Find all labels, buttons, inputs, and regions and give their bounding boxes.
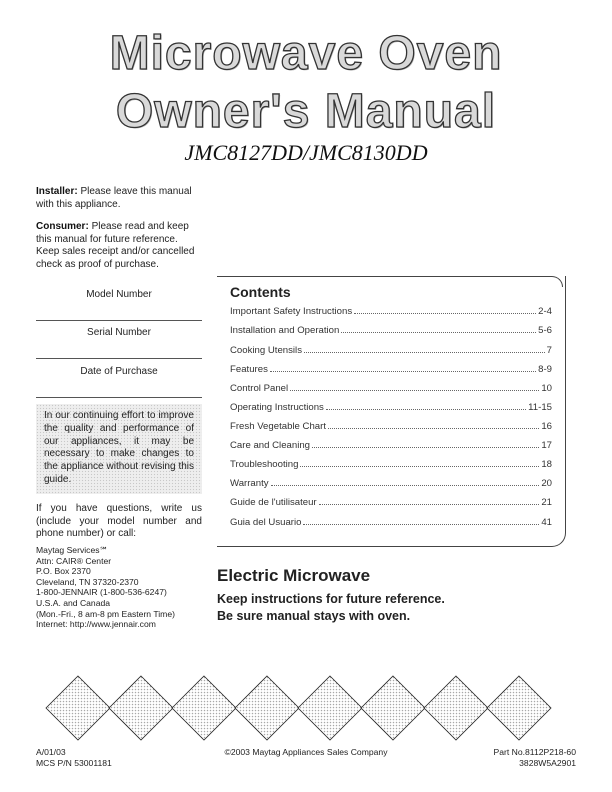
contact-line: Internet: http://www.jennair.com — [36, 619, 156, 630]
toc-item-page: 21 — [541, 497, 552, 508]
installer-note — [36, 186, 202, 211]
toc-item-page: 16 — [541, 421, 552, 432]
toc-leader — [341, 332, 536, 333]
toc-item-page: 10 — [541, 383, 552, 394]
toc-item-page: 5-6 — [538, 325, 552, 336]
toc-item[interactable] — [230, 421, 552, 432]
toc-item-label: Cooking Utensils — [230, 345, 302, 356]
title-line-1: Microwave Oven — [109, 27, 503, 80]
toc-item-label: Installation and Operation — [230, 325, 340, 336]
contact-line: Cleveland, TN 37320-2370 — [36, 576, 139, 587]
model-number-line[interactable] — [36, 320, 202, 321]
diamond-shape — [424, 676, 488, 740]
toc-item-label: Care and Cleaning — [230, 440, 311, 451]
toc-item-label: Troubleshooting — [230, 459, 299, 470]
toc-leader — [312, 447, 539, 448]
toc-item-label: Guia del Usuario — [230, 517, 302, 528]
installer-text: Please leave this manual with this appliance. — [36, 186, 192, 210]
toc-leader — [319, 504, 540, 505]
contact-line: 1-800-JENNAIR (1-800-536-6247) — [36, 587, 167, 598]
toc-item-label: Features — [230, 364, 268, 375]
toc-leader — [328, 428, 539, 429]
toc-item-label: Important Safety Instructions — [230, 306, 353, 317]
toc-item[interactable] — [230, 325, 552, 336]
toc-item-page: 7 — [546, 345, 552, 356]
notice-box — [36, 404, 202, 494]
footer-mcs-part: MCS P/N 53001181 — [36, 758, 112, 768]
toc-item-page: 18 — [541, 459, 552, 470]
contact-address — [36, 545, 211, 630]
model-number-label: Model Number — [86, 289, 152, 300]
toc-leader — [304, 352, 545, 353]
footer-date: A/01/03 — [36, 747, 66, 757]
contact-line: Attn: CAIR® Center — [36, 555, 112, 566]
serial-number-line[interactable] — [36, 358, 202, 359]
toc-item[interactable] — [230, 345, 552, 356]
contents-heading: Contents — [230, 284, 291, 300]
keep-line-2: Be sure manual stays with oven. — [217, 609, 411, 623]
toc-item-page: 11-15 — [528, 402, 552, 413]
toc-item[interactable] — [230, 402, 552, 413]
toc-item[interactable] — [230, 459, 552, 470]
toc-leader — [326, 409, 526, 410]
diamond-pattern — [44, 670, 584, 750]
contact-line: P.O. Box 2370 — [36, 566, 91, 577]
title-line-2: Owner's Manual — [115, 85, 497, 138]
model-numbers: JMC8127DD/JMC8130DD — [184, 140, 428, 165]
date-of-purchase-label: Date of Purchase — [80, 366, 158, 377]
toc-leader — [270, 371, 536, 372]
toc-item-page: 2-4 — [538, 306, 552, 317]
consumer-text: Please read and keep this manual for future reference. Keep sales receipt and/or cancelled check as proof of purchase. — [36, 221, 195, 270]
toc-item[interactable] — [230, 306, 552, 317]
diamond-shape — [298, 676, 362, 740]
footer-copyright: ©2003 Maytag Appliances Sales Company — [224, 747, 388, 757]
toc-item[interactable] — [230, 478, 552, 489]
toc-leader — [303, 524, 539, 525]
questions-text: If you have questions, write us (include your model number and phone number) or call: — [36, 503, 202, 539]
toc-item[interactable] — [230, 383, 552, 394]
toc-leader — [300, 466, 539, 467]
keep-instructions — [217, 591, 445, 625]
toc-leader — [271, 485, 540, 486]
toc-item-label: Control Panel — [230, 383, 289, 394]
date-of-purchase-line[interactable] — [36, 397, 202, 398]
diamond-shape — [235, 676, 299, 740]
toc-item-page: 41 — [541, 517, 552, 528]
consumer-label: Consumer: — [36, 221, 89, 232]
contact-line: U.S.A. and Canada — [36, 597, 111, 608]
diamond-shape — [172, 676, 236, 740]
diamond-shape — [487, 676, 551, 740]
toc-item-page: 20 — [541, 478, 552, 489]
toc-item[interactable] — [230, 440, 552, 451]
contact-line: (Mon.-Fri., 8 am-8 pm Eastern Time) — [36, 608, 175, 619]
toc-item-page: 17 — [541, 440, 552, 451]
toc-item-label: Guide de l'utilisateur — [230, 497, 317, 508]
footer-code: 3828W5A2901 — [519, 758, 576, 768]
notice-text: In our continuing effort to improve the quality and performance of our appliances, it may be necessary to make changes to the appliance without revising this guide. — [44, 410, 194, 485]
installer-label: Installer: — [36, 186, 78, 197]
toc-item-label: Warranty — [230, 478, 269, 489]
toc-leader — [290, 390, 539, 391]
product-type-heading: Electric Microwave — [217, 566, 371, 585]
diamond-shape — [361, 676, 425, 740]
footer-part-number: Part No.8112P218-60 — [493, 747, 576, 757]
toc-item-page: 8-9 — [538, 364, 552, 375]
toc-item-label: Fresh Vegetable Chart — [230, 421, 326, 432]
serial-number-label: Serial Number — [87, 327, 151, 338]
toc-item-label: Operating Instructions — [230, 402, 324, 413]
contact-line: Maytag Services℠ — [36, 545, 109, 555]
footer-right — [494, 747, 577, 769]
keep-line-1: Keep instructions for future reference. — [217, 592, 445, 606]
toc-item[interactable] — [230, 497, 552, 508]
toc-leader — [354, 313, 536, 314]
consumer-note — [36, 221, 202, 271]
diamond-shape — [46, 676, 110, 740]
toc-item[interactable] — [230, 517, 552, 528]
diamond-shape — [109, 676, 173, 740]
toc-item[interactable] — [230, 364, 552, 375]
